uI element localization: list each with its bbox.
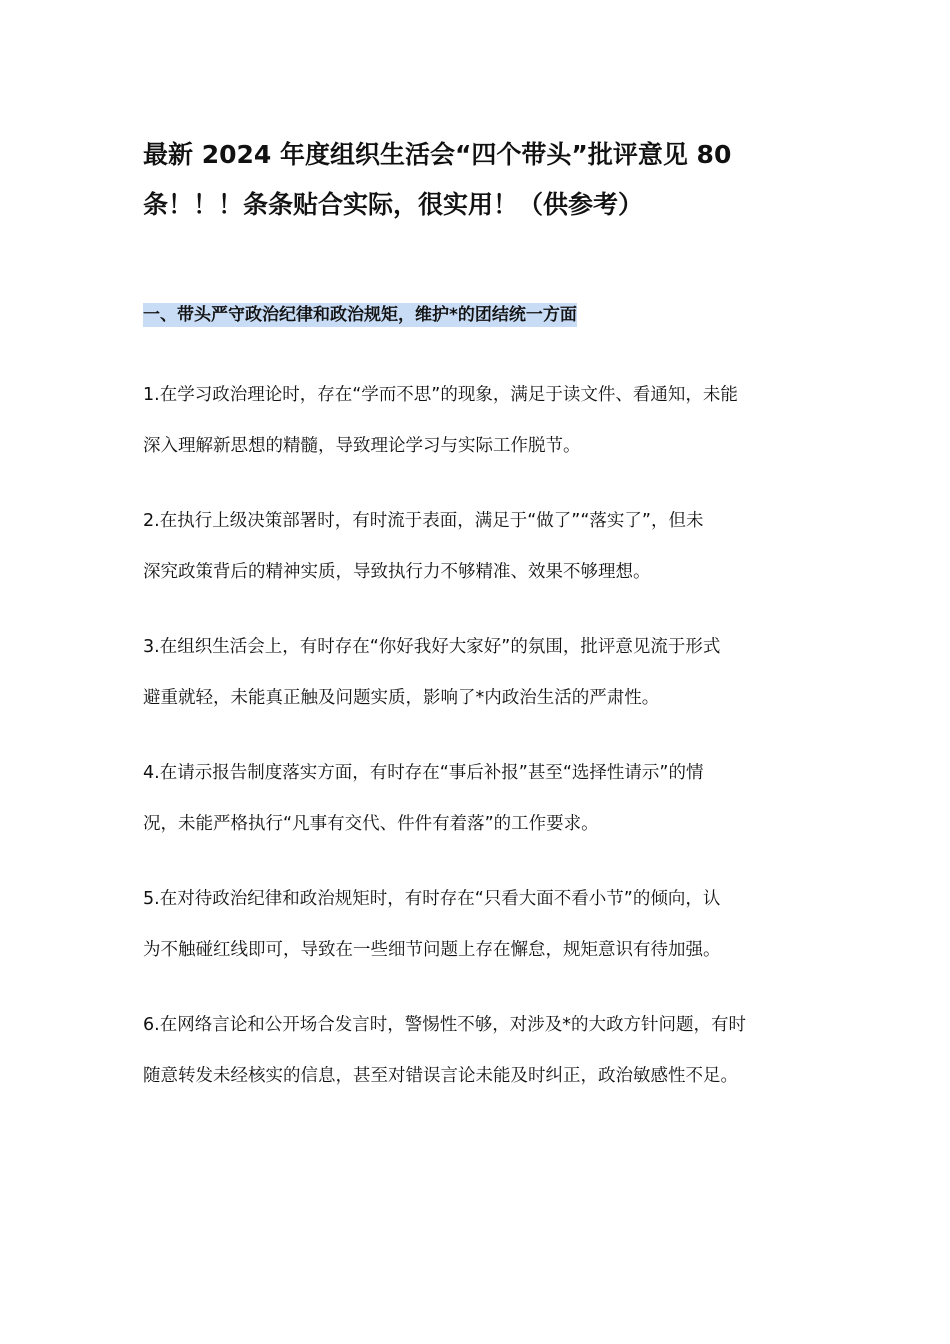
list-item-line: 5.在对待政治纪律和政治规矩时，有时存在“只看大面不看小节”的倾向，认 [143,889,721,909]
section-heading-text: 一、带头严守政治纪律和政治规矩，维护*的团结统一方面 [143,305,577,325]
list-item-line: 避重就轻，未能真正触及问题实质，影响了*内政治生活的严肃性。 [143,688,660,708]
list-item-line: 6.在网络言论和公开场合发言时，警惕性不够，对涉及*的大政方针问题，有时 [143,1015,746,1035]
list-item-line: 2.在执行上级决策部署时，有时流于表面，满足于“做了”“落实了”，但未 [143,511,704,531]
list-item [143,622,811,724]
list-item [143,370,811,472]
list-item-line: 深入理解新思想的精髓，导致理论学习与实际工作脱节。 [143,436,581,456]
list-item-line: 3.在组织生活会上，有时存在“你好我好大家好”的氛围，批评意见流于形式 [143,637,721,657]
section-heading [143,301,577,329]
list-item-line: 随意转发未经核实的信息，甚至对错误言论未能及时纠正，政治敏感性不足。 [143,1066,738,1086]
document-title-line-2: 条！！！条条贴合实际，很实用！（供参考） [143,190,644,219]
list-item-line: 深究政策背后的精神实质，导致执行力不够精准、效果不够理想。 [143,562,651,582]
list-item [143,748,811,850]
list-item [143,1000,811,1102]
list-item-line: 1.在学习政治理论时，存在“学而不思”的现象，满足于读文件、看通知，未能 [143,385,738,405]
list-item [143,874,811,976]
list-item-line: 况，未能严格执行“凡事有交代、件件有着落”的工作要求。 [143,814,599,834]
list-item-line: 为不触碰红线即可，导致在一些细节问题上存在懈怠，规矩意识有待加强。 [143,940,721,960]
document-title [143,130,823,230]
list-item [143,496,811,598]
criticism-list [143,370,811,1126]
list-item-line: 4.在请示报告制度落实方面，有时存在“事后补报”甚至“选择性请示”的情 [143,763,704,783]
document-title-line-1: 最新 2024 年度组织生活会“四个带头”批评意见 80 [143,140,732,169]
